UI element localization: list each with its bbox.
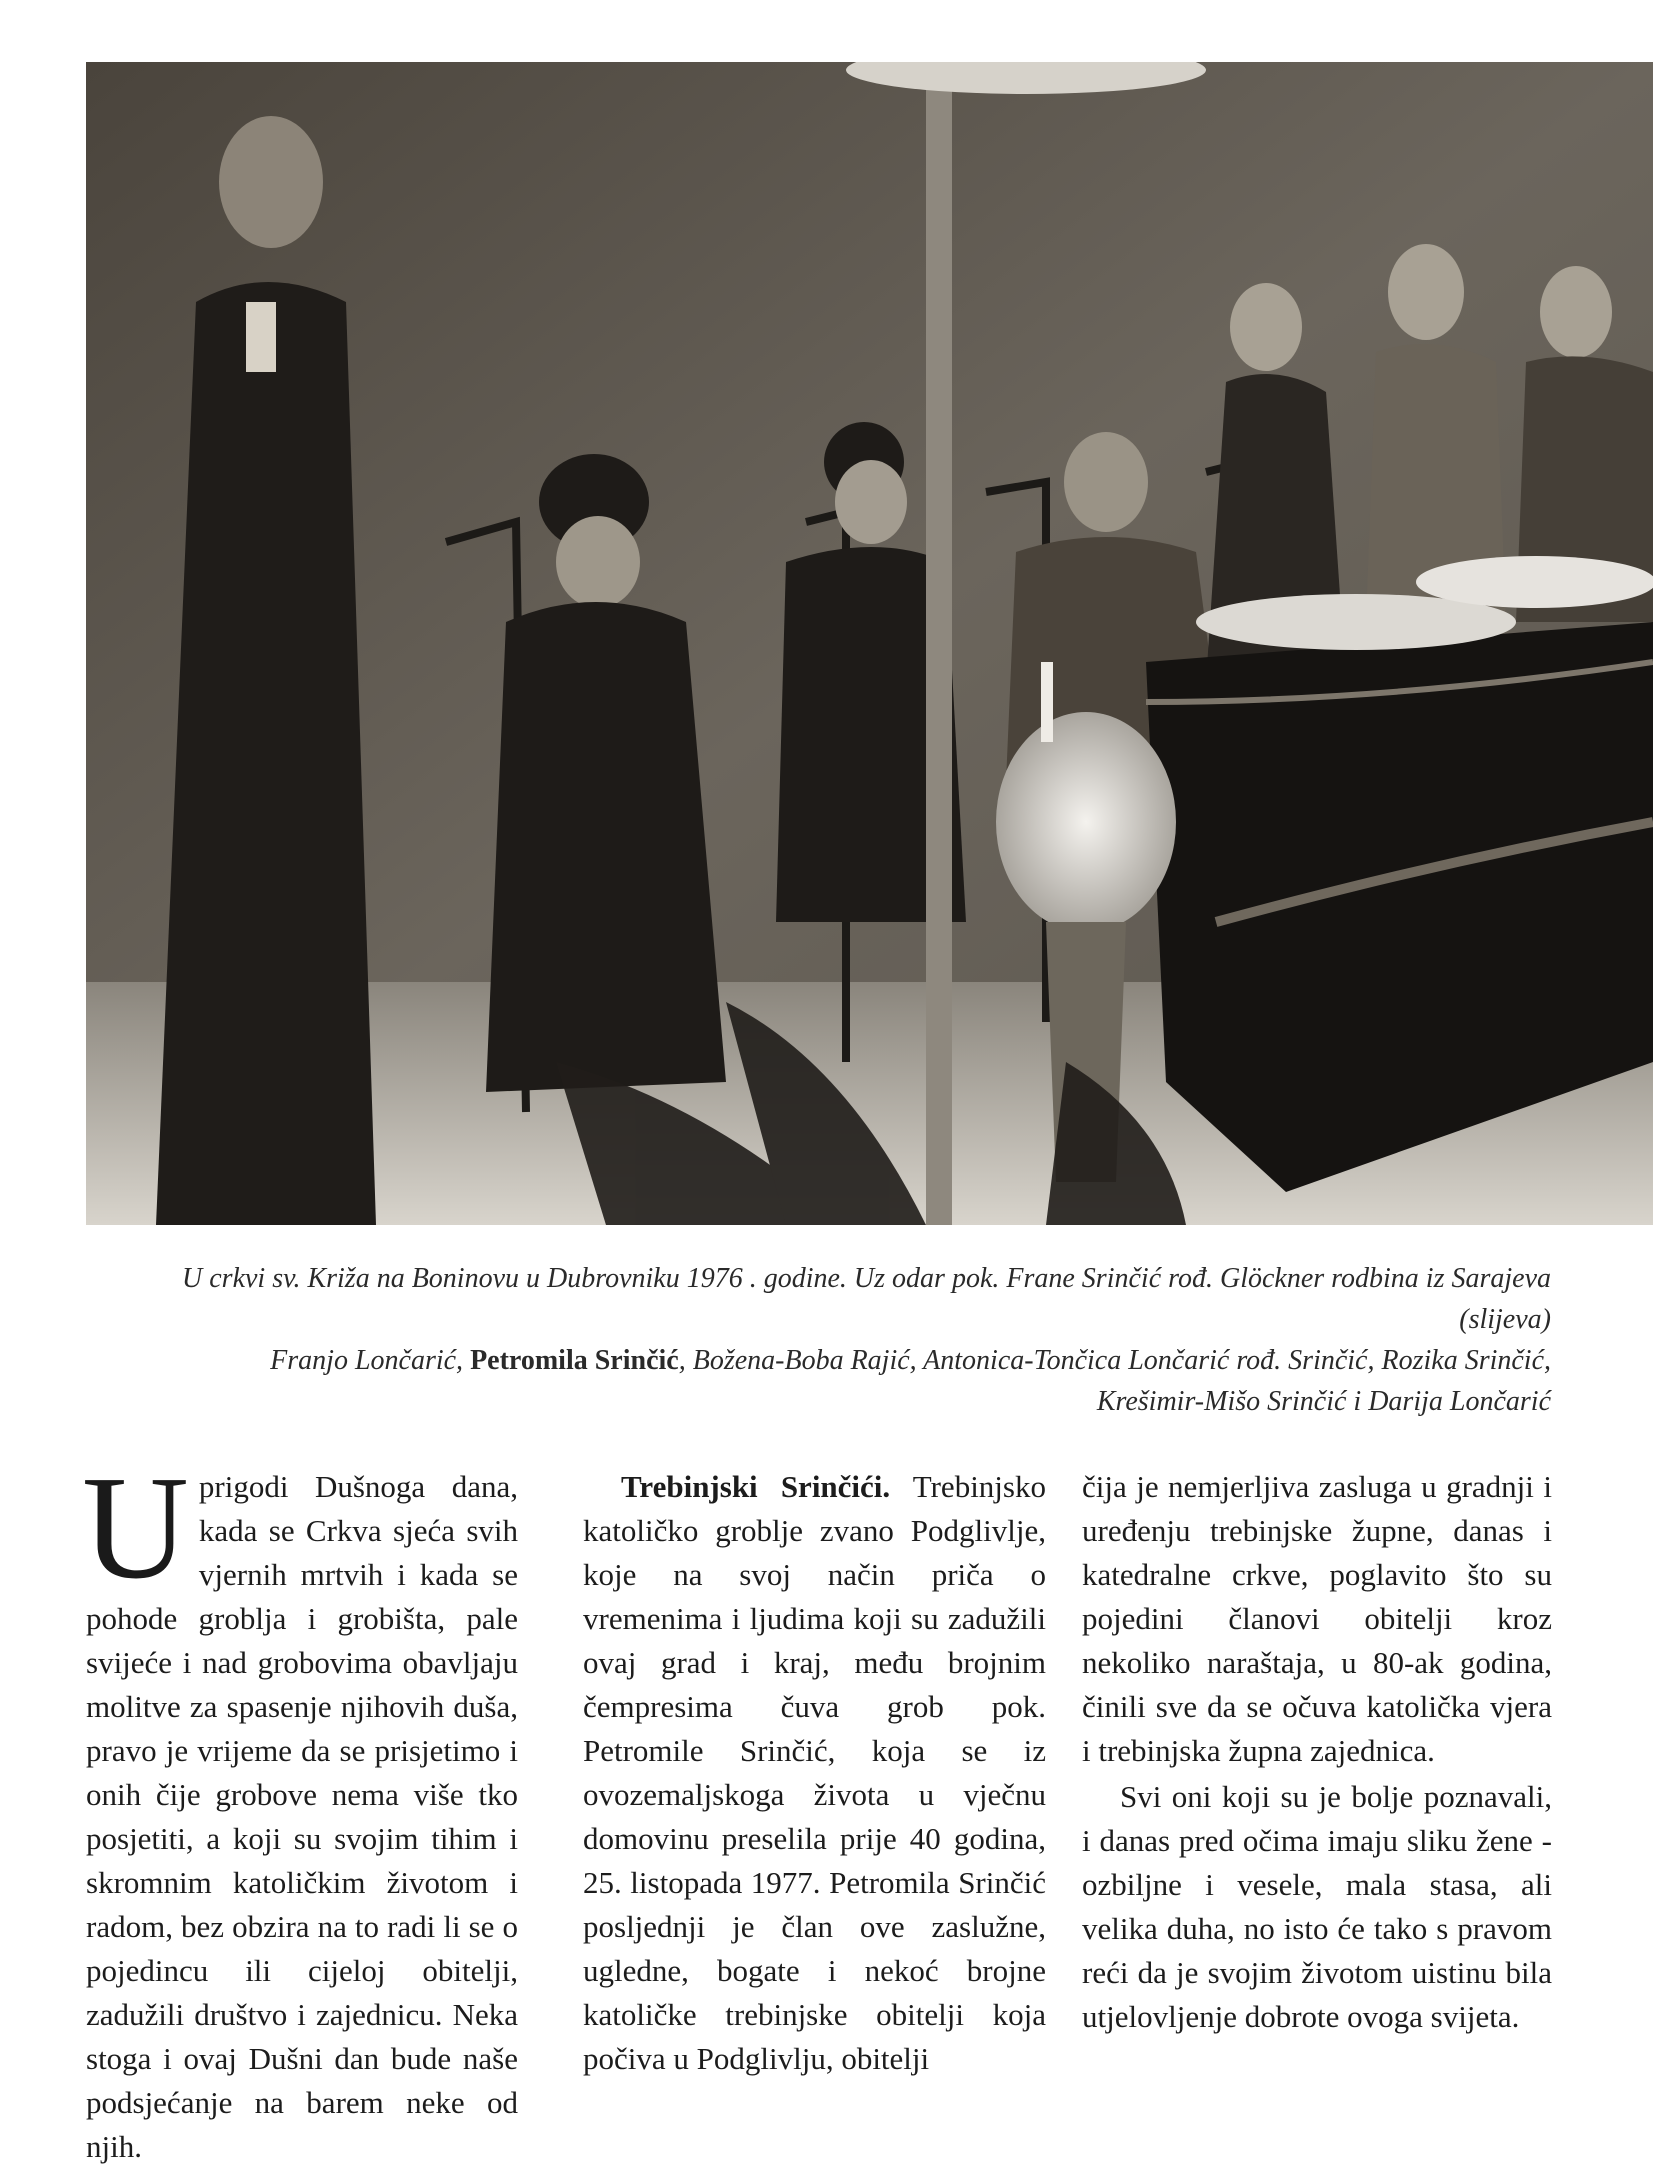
caption-line-2-pre: Franjo Lončarić, (270, 1345, 471, 1376)
section-subhead: Trebinjski Srinčići. (621, 1469, 891, 1504)
caption-line-1: U crkvi sv. Križa na Boninovu u Dubrovniku 1976 . godine. Uz odar pok. Frane Srinčić rođ. Glöckner rodbina iz Sarajeva (slijeva) (182, 1263, 1551, 1335)
paragraph: čija je nemjerljiva zasluga u gradnji i uređenju trebinjske župne, danas i katedralne crkve, poglavito što su pojedini članovi obitelji kroz nekoliko naraštaja, u 80-ak godina, činili sve da se očuva katolička vjera i trebinjska župna zajednica. (1082, 1469, 1552, 1768)
article-body (0, 1446, 1659, 2164)
paragraph-text: Trebinjsko katoličko groblje zvano Podglivlje, koje na svoj način priča o vremenima i ljudima koji su zadužili ovaj grad i kraj, među brojnim čempresima čuva grob pok. Petromile Srinčić, koja se iz ovozemaljskoga života u vječnu domovinu preselila prije 40 godina, 25. listopada 1977. Petromila Srinčić posljednji je član ove zaslužne, ugledne, bogate i nekoć brojne katoličke trebinjske obitelji koja počiva u Podglivlju, obitelji (583, 1469, 1046, 2076)
caption-line-2-post: , Božena-Boba Rajić, Antonica-Tončica Lončarić rođ. Srinčić, Rozika Srinčić, (678, 1345, 1551, 1376)
drop-cap: U (82, 1446, 189, 1610)
paragraph-text: prigodi Dušnoga dana, kada se Crkva sjeća svih vjernih mrtvih i kada se pohode groblja i grobišta, pale svijeće i nad grobovima obavljaju molitve za spasenje njihovih duša, pravo je vrijeme da se prisjetimo i onih čije grobove nema više tko posjetiti, a koji su svojim tihim i skromnim katoličkim životom i radom, bez obzira na to radi li se o pojedincu ili cijeloj obitelji, zadužili društvo i zajednicu. Neka stoga i ovaj Dušni dan bude naše podsjećanje na barem neke od njih. (86, 1469, 518, 2164)
paragraph (583, 1465, 1046, 2081)
paragraph (82, 1446, 518, 2169)
photo-illustration (86, 62, 1653, 1225)
article-column-2 (583, 1465, 1046, 2081)
microphone-stand (926, 62, 952, 1225)
photo-caption (86, 1258, 1551, 1422)
caption-highlight-name: Petromila Srinčić (470, 1345, 679, 1376)
caption-line-2 (86, 1340, 1551, 1381)
article-column-1 (82, 1446, 518, 2169)
funeral-photograph (86, 62, 1653, 1225)
caption-line-3: Krešimir-Mišo Srinčić i Darija Lončarić (1096, 1386, 1551, 1417)
article-column-3 (1082, 1465, 1552, 2039)
paragraph: Svi oni koji su je bolje poznavali, i danas pred očima imaju sliku žene - ozbiljne i vesele, mala stasa, ali velika duha, no isto će tako s pravom reći da je svojim životom uistinu bila utjelovljenje dobrote ovoga svijeta. (1082, 1779, 1552, 2034)
